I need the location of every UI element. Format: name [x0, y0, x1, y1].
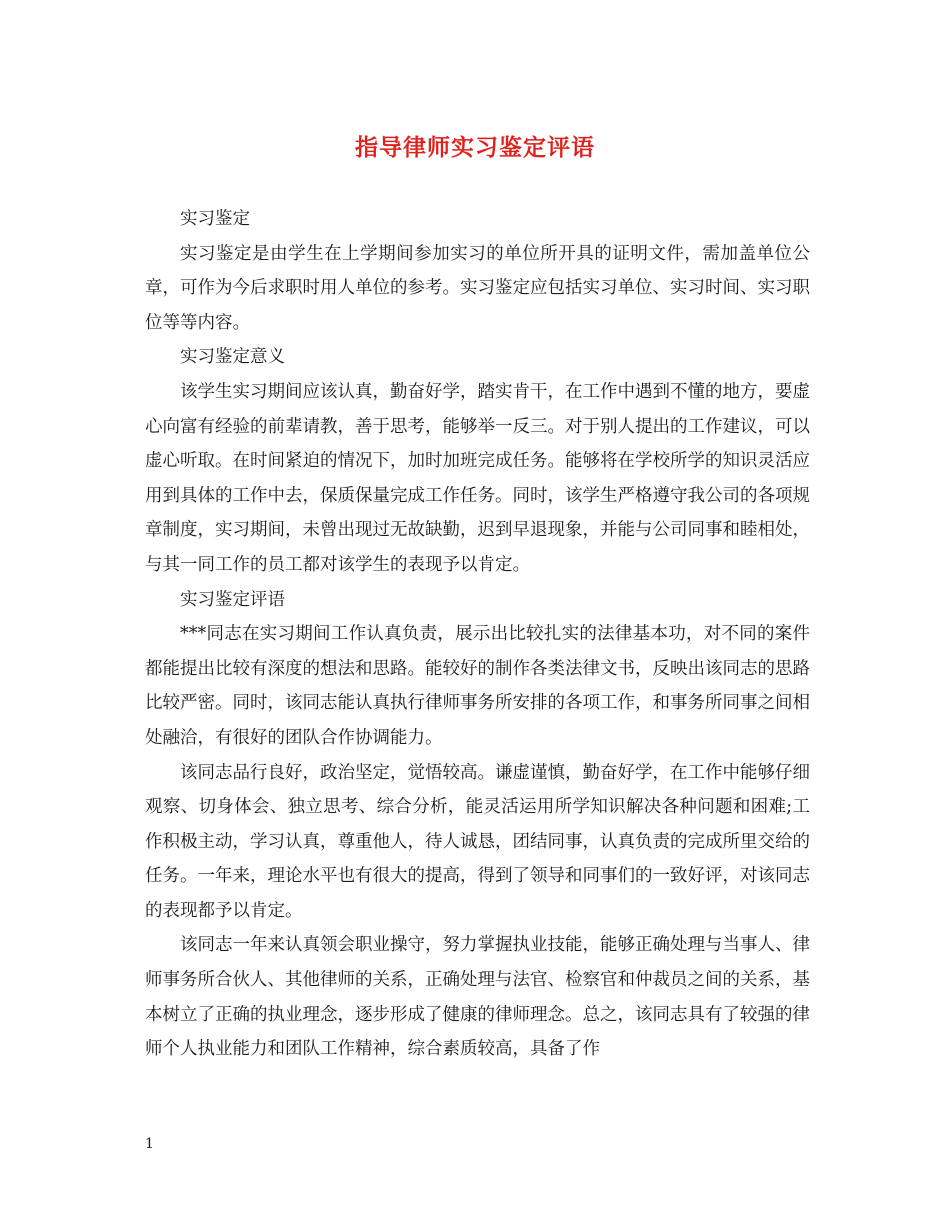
- paragraph-comment-3: 该同志一年来认真领会职业操守，努力掌握执业技能，能够正确处理与当事人、律师事务所合伙人、其他律师的关系，正确处理与法官、检察官和仲裁员之间的关系，基本树立了正确的执业理念，逐步形成了健康的律师理念。总之，该同志具有了较强的律师个人执业能力和团队工作精神，综合素质较高，具备了作: [145, 935, 810, 1060]
- section-heading-significance: 实习鉴定意义: [180, 347, 285, 368]
- document-title: 指导律师实习鉴定评语: [355, 134, 595, 161]
- section-heading-comments: 实习鉴定评语: [180, 589, 285, 610]
- document-body: [145, 202, 810, 1067]
- paragraph-comment-1: ***同志在实习期间工作认真负责，展示出比较扎实的法律基本功，对不同的案件都能提出比较有深度的想法和思路。能较好的制作各类法律文书，反映出该同志的思路比较严密。同时，该同志能认真执行律师事务所安排的各项工作，和事务所同事之间相处融洽，有很好的团队合作协调能力。: [145, 624, 810, 748]
- paragraph-definition: 实习鉴定是由学生在上学期间参加实习的单位所开具的证明文件，需加盖单位公章，可作为今后求职时用人单位的参考。实习鉴定应包括实习单位、实习时间、实习职位等等内容。: [145, 243, 810, 333]
- paragraph-significance: 该学生实习期间应该认真，勤奋好学，踏实肯干，在工作中遇到不懂的地方，要虚心向富有经验的前辈请教，善于思考，能够举一反三。对于别人提出的工作建议，可以虚心听取。在时间紧迫的情况下，加时加班完成任务。能够将在学校所学的知识灵活应用到具体的工作中去，保质保量完成工作任务。同时，该学生严格遵守我公司的各项规章制度，实习期间，未曾出现过无故缺勤，迟到早退现象，并能与公司同事和睦相处，与其一同工作的员工都对该学生的表现予以肯定。: [145, 381, 810, 575]
- page-number: 1: [145, 1136, 154, 1152]
- paragraph-comment-2: 该同志品行良好，政治坚定，觉悟较高。谦虚谨慎，勤奋好学，在工作中能够仔细观察、切身体会、独立思考、综合分析，能灵活运用所学知识解决各种问题和困难;工作积极主动，学习认真，尊重他人，待人诚恳，团结同事，认真负责的完成所里交给的任务。一年来，理论水平也有很大的提高，得到了领导和同事们的一致好评，对该同志的表现都予以肯定。: [145, 762, 810, 921]
- section-heading-internship-appraisal: 实习鉴定: [180, 209, 250, 229]
